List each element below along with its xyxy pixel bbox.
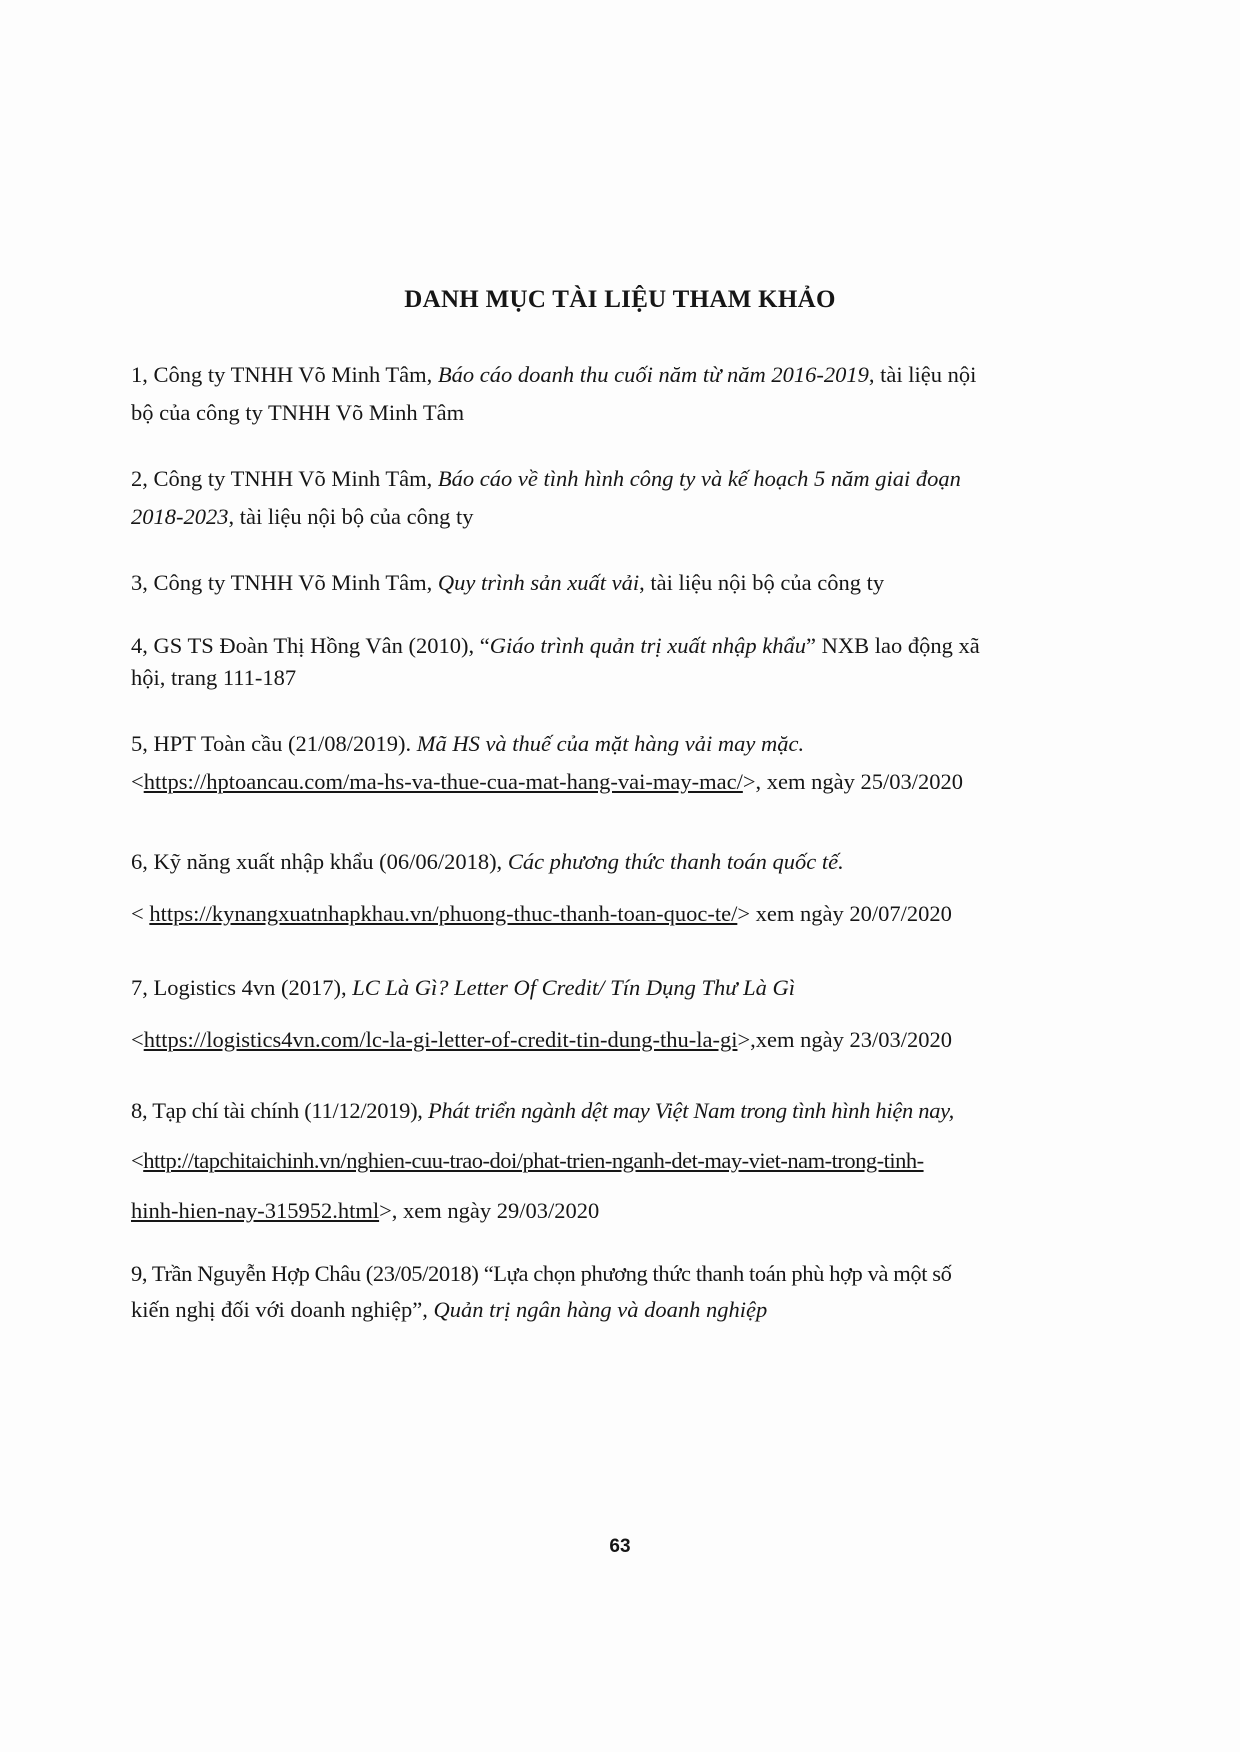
reference-item-4: 4, GS TS Đoàn Thị Hồng Vân (2010), “Giáo trình quản trị xuất nhập khẩu” NXB lao động xã hội, trang 111-187 bbox=[131, 633, 980, 690]
reference-link-8[interactable]: http://tapchitaichinh.vn/nghien-cuu-trao-doi/phat-trien-nganh-det-may-viet-nam-trong-tinh- bbox=[143, 1148, 924, 1173]
reference-item-9: 9, Trần Nguyễn Hợp Châu (23/05/2018) “Lựa chọn phương thức thanh toán phù hợp và một số kiến nghị đối với doanh nghiệp”, Quản trị ngân hàng và doanh nghiệp bbox=[131, 1261, 952, 1322]
page-number: 63 bbox=[609, 1536, 631, 1557]
reference-item-2: 2, Công ty TNHH Võ Minh Tâm, Báo cáo về tình hình công ty và kế hoạch 5 năm giai đoạn 2018-2023, tài liệu nội bộ của công ty bbox=[131, 466, 961, 529]
reference-item-3: 3, Công ty TNHH Võ Minh Tâm, Quy trình sản xuất vải, tài liệu nội bộ của công ty bbox=[131, 570, 885, 595]
reference-item-7: 7, Logistics 4vn (2017), LC Là Gì? Letter Of Credit/ Tín Dụng Thư Là Gì <https://logistics4vn.com/lc-la-gi-letter-of-credit-tin-dung-thu-la-gi>,xem ngày 23/03/2020 bbox=[131, 975, 953, 1052]
reference-link-6[interactable]: https://kynangxuatnhapkhau.vn/phuong-thuc-thanh-toan-quoc-te/ bbox=[149, 901, 738, 926]
page-title: DANH MỤC TÀI LIỆU THAM KHẢO bbox=[404, 286, 836, 313]
reference-link-5[interactable]: https://hptoancau.com/ma-hs-va-thue-cua-mat-hang-vai-may-mac/ bbox=[143, 769, 743, 794]
reference-item-1: 1, Công ty TNHH Võ Minh Tâm, Báo cáo doanh thu cuối năm từ năm 2016-2019, tài liệu nội bộ của công ty TNHH Võ Minh Tâm bbox=[131, 362, 977, 425]
reference-link-8-cont[interactable]: hinh-hien-nay-315952.html bbox=[131, 1198, 380, 1223]
reference-item-6: 6, Kỹ năng xuất nhập khẩu (06/06/2018), Các phương thức thanh toán quốc tế. < https://kynangxuatnhapkhau.vn/phuong-thuc-thanh-toan-quoc-te/> xem ngày 20/07/2020 bbox=[131, 849, 952, 926]
reference-item-8: 8, Tạp chí tài chính (11/12/2019), Phát triển ngành dệt may Việt Nam trong tình hình hiện nay, <http://tapchitaichinh.vn/nghien-cuu-trao-doi/phat-trien-nganh-det-may-viet-nam-trong-tinh- hinh-hien-nay-315952.html>, xem ngày 29/03/2020 bbox=[131, 1098, 954, 1223]
reference-link-7[interactable]: https://logistics4vn.com/lc-la-gi-letter-of-credit-tin-dung-thu-la-gi bbox=[143, 1027, 738, 1052]
reference-item-5: 5, HPT Toàn cầu (21/08/2019). Mã HS và thuế của mặt hàng vải may mặc. <https://hptoancau.com/ma-hs-va-thue-cua-mat-hang-vai-may-mac/>, xem ngày 25/03/2020 bbox=[131, 731, 964, 794]
